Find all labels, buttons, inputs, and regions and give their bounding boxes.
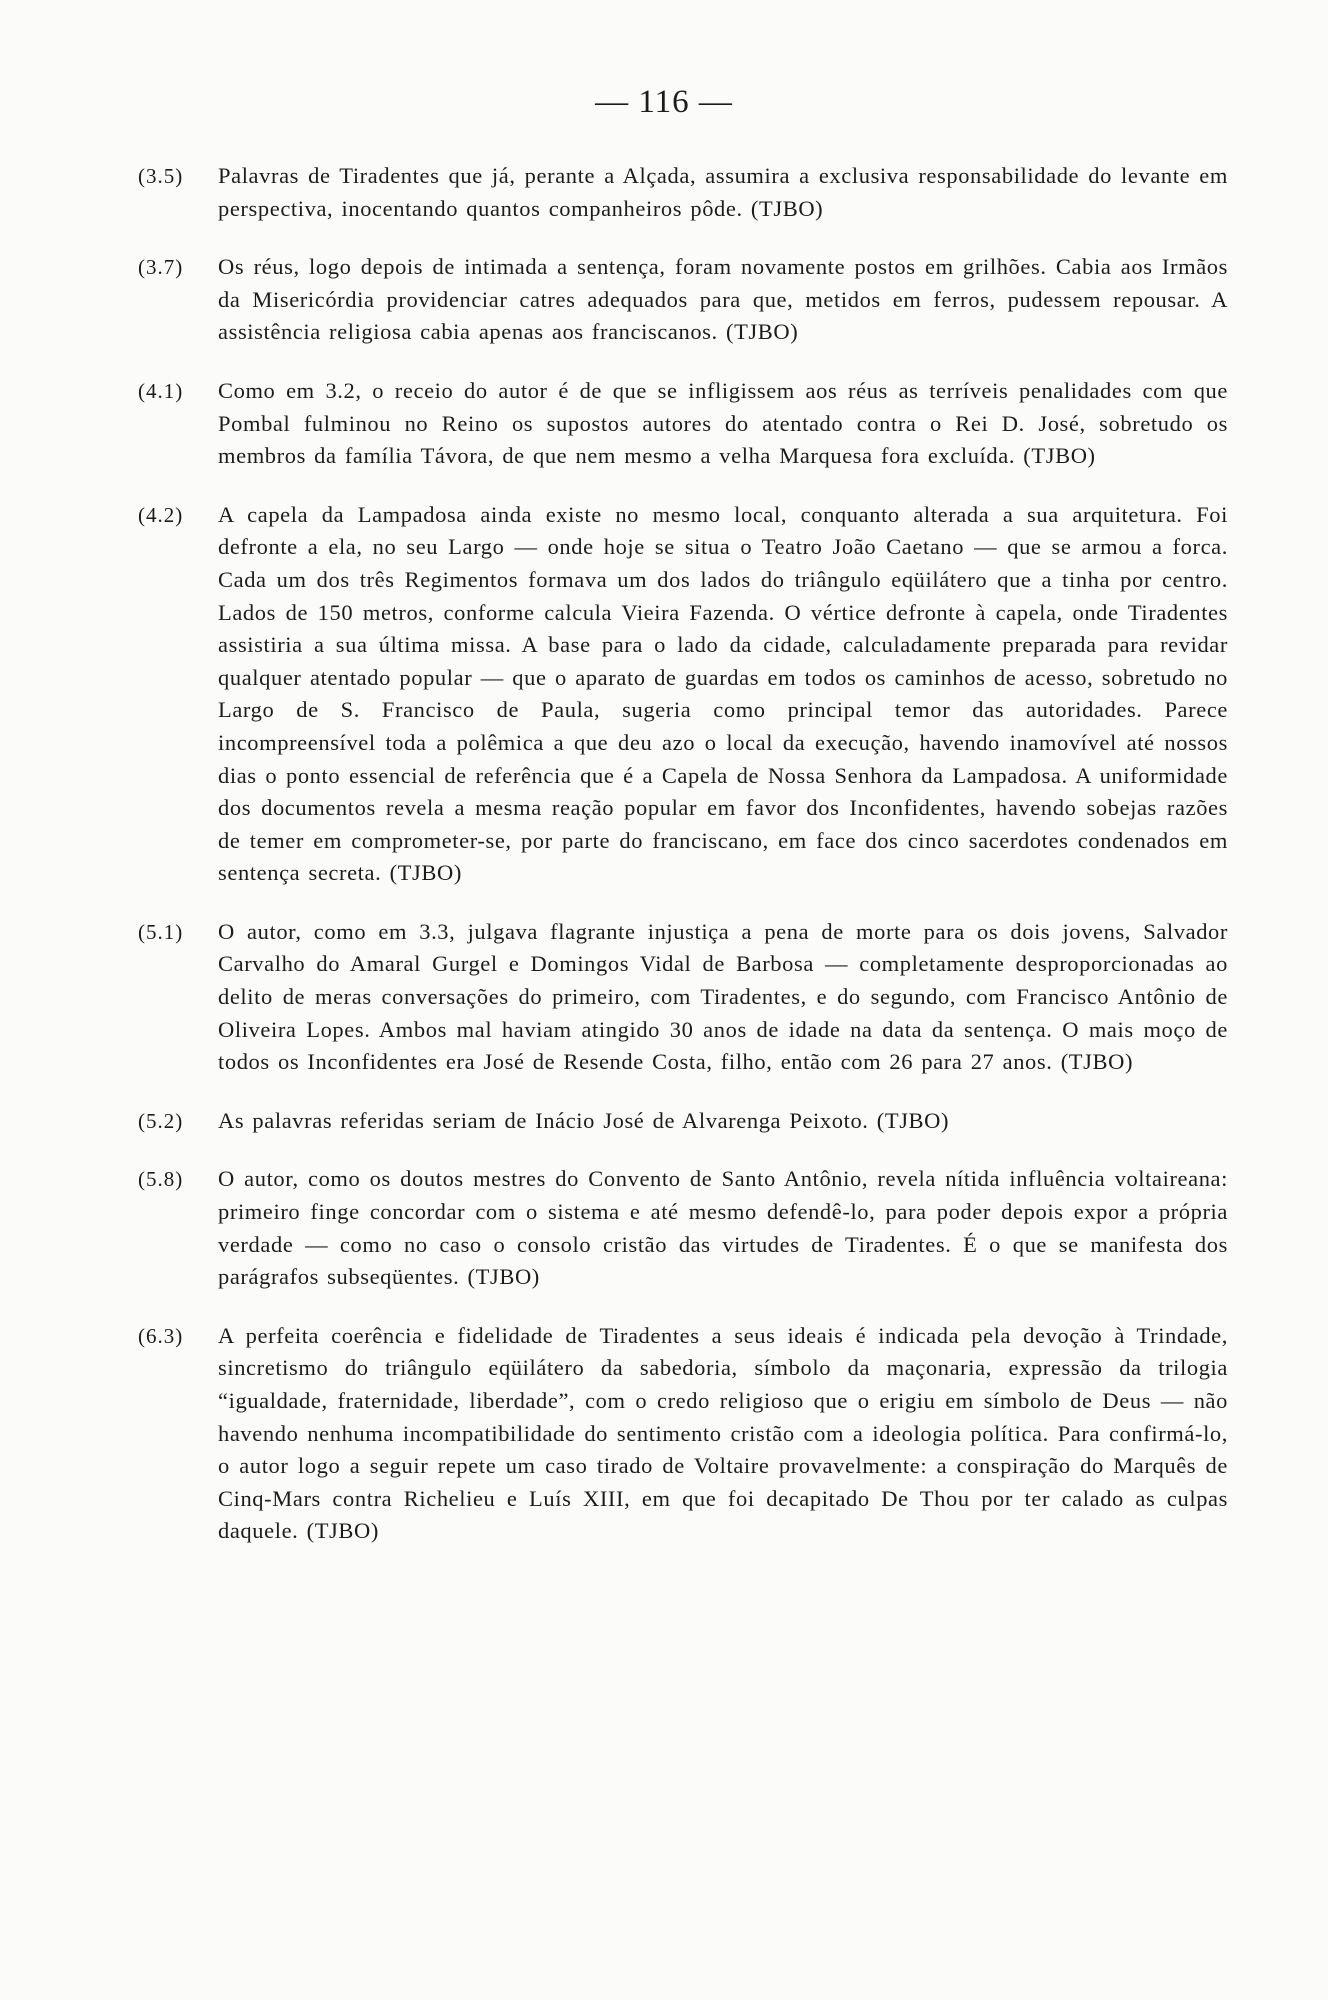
note-number: (3.5): [138, 164, 184, 188]
note-text: As palavras referidas seriam de Inácio José de Alvarenga Peixoto. (TJBO): [218, 1107, 950, 1133]
note-number: (3.7): [138, 255, 184, 280]
footnotes: [138, 160, 1228, 1574]
note-3-7: [138, 251, 1228, 349]
note-number: (4.2): [138, 502, 184, 527]
note-number: (4.1): [138, 378, 184, 403]
note-text: Palavras de Tiradentes que já, perante a Alçada, assumira a exclusiva responsabilidade do levante em perspectiva, inocentando quantos companheiros pôde. (TJBO): [218, 163, 1228, 221]
note-4-2: [138, 499, 1228, 890]
note-text: Como em 3.2, o receio do autor é de que se infligissem aos réus as terríveis penalidades com que Pombal fulminou no Reino os supostos autores do atentado contra o Rei D. José, sobretudo os membros da família Távora, de que nem mesmo a velha Marquesa fora excluída. (TJBO): [218, 377, 1228, 469]
note-5-2: [138, 1105, 1228, 1138]
note-number: (5.2): [138, 1108, 184, 1133]
note-text: O autor, como os doutos mestres do Convento de Santo Antônio, revela nítida influência voltaireana: primeiro finge concordar com o sistema e até mesmo defendê-lo, para poder depois expor a própria verdade — como no caso o consolo cristão das virtudes de Tiradentes. É o que se manifesta dos parágrafos subseqüentes. (TJBO): [218, 1166, 1228, 1290]
note-6-3: [138, 1320, 1228, 1548]
note-number: (5.1): [138, 919, 184, 944]
note-3-5: [138, 160, 1228, 225]
note-5-8: [138, 1163, 1228, 1293]
note-number: (5.8): [138, 1167, 184, 1192]
note-text: Os réus, logo depois de intimada a sentença, foram novamente postos em grilhões. Cabia aos Irmãos da Misericórdia providenciar catres adequados para que, metidos em ferros, pudessem repousar. A assistência religiosa cabia apenas aos franciscanos. (TJBO): [218, 254, 1228, 345]
note-number: (6.3): [138, 1323, 184, 1348]
note-text: A capela da Lampadosa ainda existe no mesmo local, conquanto alterada a sua arquitetura. Foi defronte a ela, no seu Largo — onde hoje se situa o Teatro João Caetano — que se armou a forca. Cada um dos três Regimentos formava um dos lados do triângulo eqüilátero que a tinha por centro. Lados de 150 metros, conforme calcula Vieira Fazenda. O vértice defronte à capela, onde Tiradentes assistiria a sua última missa. A base para o lado da cidade, calculadamente preparada para revidar qualquer atentado popular — que o aparato de guardas em todos os caminhos de acesso, sobretudo no Largo de S. Francisco de Paula, sugeria como principal temor das autoridades. Parece incompreensível toda a polêmica a que deu azo o local da execução, havendo inamovível até nossos dias o ponto essencial de referência que é a Capela de Nossa Senhora da Lampadosa. A uniformidade dos documentos revela a mesma reação popular em favor dos Inconfidentes, havendo sobejas razões de temer em comprometer-se, por parte do franciscano, em face dos cinco sacerdotes condenados em sentença secreta. (TJBO): [218, 501, 1228, 886]
note-text: O autor, como em 3.3, julgava flagrante injustiça a pena de morte para os dois jovens, Salvador Carvalho do Amaral Gurgel e Domingos Vidal de Barbosa — completamente desproporcionadas ao delito de meras conversações do primeiro, com Tiradentes, e do segundo, com Francisco Antônio de Oliveira Lopes. Ambos mal haviam atingido 30 anos de idade na data da sentença. O mais moço de todos os Inconfidentes era José de Resende Costa, filho, então com 26 para 27 anos. (TJBO): [218, 918, 1228, 1075]
note-text: A perfeita coerência e fidelidade de Tiradentes a seus ideais é indicada pela devoção à Trindade, sincretismo do triângulo eqüilátero da sabedoria, símbolo da maçonaria, expressão da trilogia “igualdade, fraternidade, liberdade”, com o credo religioso que o erigiu em símbolo de Deus — não havendo nenhuma incompatibilidade do sentimento cristão com a ideologia política. Para confirmá-lo, o autor logo a seguir repete um caso tirado de Voltaire provavelmente: a conspiração do Marquês de Cinq-Mars contra Richelieu e Luís XIII, em que foi decapitado De Thou por ter calado as culpas daquele. (TJBO): [218, 1322, 1228, 1544]
note-5-1: [138, 916, 1228, 1079]
note-4-1: [138, 375, 1228, 473]
page-number: — 116 —: [595, 84, 733, 120]
